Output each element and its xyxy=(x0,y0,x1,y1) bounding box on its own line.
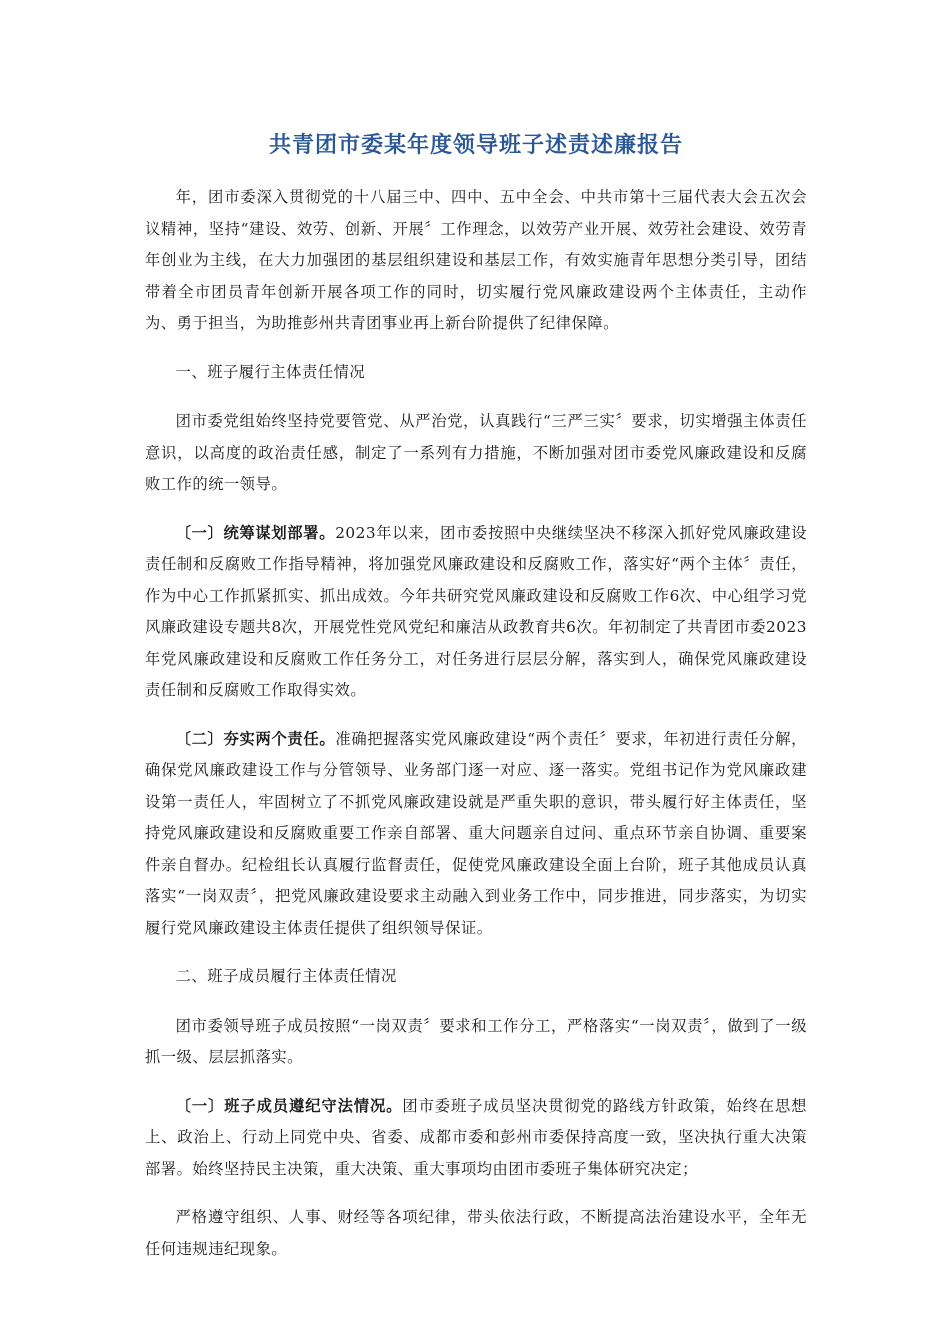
section1-item2-lead: 〔二〕夯实两个责任。 xyxy=(175,729,336,748)
document-title: 共青团市委某年度领导班子述责述廉报告 xyxy=(268,133,683,158)
section1-intro: 团市委党组始终坚持党要管党、从严治党，认真践行“三严三实〞要求，切实增强主体责任意识，以高度的政治责任感，制定了一系列有力措施，不断加强对团市委党风廉政建设和反腐败工作的统一领导。 xyxy=(145,412,807,493)
section1-item1-lead: 〔一〕统筹谋划部署。 xyxy=(175,523,336,542)
section2-item1-lead: 〔一〕班子成员遵纪守法情况。 xyxy=(175,1096,403,1115)
section2-closing: 严格遵守组织、人事、财经等各项纪律，带头依法行政，不断提高法治建设水平，全年无任何违规违纪现象。 xyxy=(145,1208,807,1258)
section1-item2 xyxy=(145,724,807,945)
section1-item1 xyxy=(145,518,807,707)
section1-heading: 一、班子履行主体责任情况 xyxy=(175,362,366,381)
section2-item1-text: 团市委班子成员坚决贯彻党的路线方针政策，始终在思想上、政治上、行动上同党中央、省委、成都市委和彭州市委保持高度一致，坚决执行重大决策部署。始终坚持民主决策，重大决策、重大事项均由团市委班子集体研究决定； xyxy=(145,1096,807,1178)
section1-item2-text: 准确把握落实党风廉政建设“两个责任〞要求，年初进行责任分解，确保党风廉政建设工作与分管领导、业务部门逐一对应、逐一落实。党组书记作为党风廉政建设第一责任人，牢固树立了不抓党风廉政建设就是严重失职的意识，带头履行好主体责任，坚持党风廉政建设和反腐败重要工作亲自部署、重大问题亲自过问、重点环节亲自协调、重要案件亲自督办。纪检组长认真履行监督责任，促使党风廉政建设全面上台阶，班子其他成员认真落实“一岗双责〞，把党风廉政建设要求主动融入到业务工作中，同步推进，同步落实，为切实履行党风廉政建设主体责任提供了组织领导保证。 xyxy=(145,729,807,937)
section2-heading: 二、班子成员履行主体责任情况 xyxy=(175,967,397,985)
section2-item1 xyxy=(145,1091,807,1186)
section1-item1-text: 2023年以来，团市委按照中央继续坚决不移深入抓好党风廉政建设责任制和反腐败工作指导精神，将加强党风廉政建设和反腐败工作，落实好“两个主体〞责任，作为中心工作抓紧抓实、抓出成效。今年共研究党风廉政建设和反腐败工作6次、中心组学习党风廉政建设专题共8次，开展党性党风党纪和廉洁从政教育共6次。年初制定了共青团市委2023年党风廉政建设和反腐败工作任务分工，对任务进行层层分解，落实到人，确保党风廉政建设责任制和反腐败工作取得实效。 xyxy=(145,523,807,699)
intro-paragraph: 年，团市委深入贯彻党的十八届三中、四中、五中全会、中共市第十三届代表大会五次会议精神，坚持“建设、效劳、创新、开展〞工作理念，以效劳产业开展、效劳社会建设、效劳青年创业为主线，在大力加强团的基层组织建设和基层工作，有效实施青年思想分类引导，团结带着全市团员青年创新开展各项工作的同时，切实履行党风廉政建设两个主体责任，主动作为、勇于担当，为助推彭州共青团事业再上新台阶提供了纪律保障。 xyxy=(145,188,807,332)
document-page xyxy=(145,130,807,1282)
section2-intro: 团市委领导班子成员按照“一岗双责〞要求和工作分工，严格落实“一岗双责〞，做到了一级抓一级、层层抓落实。 xyxy=(145,1016,807,1066)
